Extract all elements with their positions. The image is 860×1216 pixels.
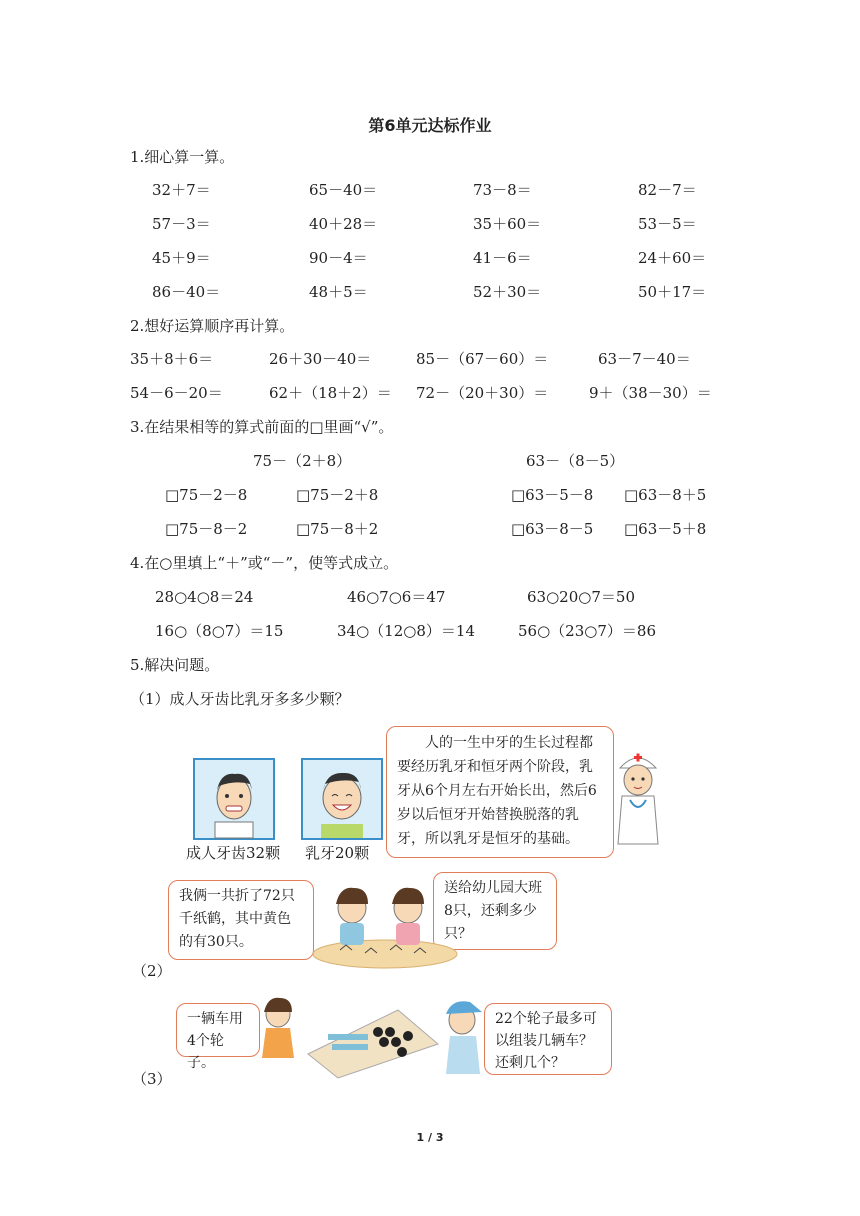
q4-item: 28○4○8＝24 bbox=[155, 588, 254, 606]
q3-option[interactable]: □75－8＋2 bbox=[296, 520, 379, 538]
q1-item: 57－3＝ bbox=[152, 215, 211, 233]
q4-item: 56○（23○7）＝86 bbox=[518, 622, 656, 640]
q1-item: 48＋5＝ bbox=[309, 283, 368, 301]
q1-item: 65－40＝ bbox=[309, 181, 378, 199]
girls-folding-cranes-icon bbox=[310, 878, 460, 968]
child-portrait bbox=[301, 758, 383, 840]
q3-option[interactable]: □75－8－2 bbox=[165, 520, 248, 538]
smiling-child-icon bbox=[303, 760, 381, 838]
q1-item: 82－7＝ bbox=[638, 181, 697, 199]
q2-heading: 2.想好运算顺序再计算。 bbox=[130, 317, 295, 335]
q4-item: 63○20○7＝50 bbox=[527, 588, 635, 606]
q2-item: 9＋（38－30）＝ bbox=[589, 384, 712, 402]
q3-option[interactable]: □63－5－8 bbox=[511, 486, 594, 504]
q3-option[interactable]: □63－8－5 bbox=[511, 520, 594, 538]
adult-portrait bbox=[193, 758, 275, 840]
q5-p3-label: （3） bbox=[132, 1070, 172, 1088]
q2-item: 62＋（18＋2）＝ bbox=[269, 384, 392, 402]
q1-item: 90－4＝ bbox=[309, 249, 368, 267]
page-title: 第6单元达标作业 bbox=[368, 116, 492, 135]
q1-heading: 1.细心算一算。 bbox=[130, 148, 235, 166]
page-number: 1 / 3 bbox=[416, 1131, 444, 1144]
q1-item: 45＋9＝ bbox=[152, 249, 211, 267]
q5-heading: 5.解决问题。 bbox=[130, 656, 220, 674]
caption-adult-teeth: 成人牙齿32颗 bbox=[186, 844, 281, 862]
q3-option[interactable]: □75－2－8 bbox=[165, 486, 248, 504]
q2-item: 35＋8＋6＝ bbox=[130, 350, 214, 368]
question-bubble-wheels: 22个轮子最多可以组装几辆车？还剩几个？ bbox=[484, 1003, 612, 1075]
q1-item: 24＋60＝ bbox=[638, 249, 707, 267]
q3-option[interactable]: □63－8＋5 bbox=[624, 486, 707, 504]
q2-item: 54－6－20＝ bbox=[130, 384, 223, 402]
q5-p2-label: （2） bbox=[132, 962, 172, 980]
q3-option[interactable]: □63－5＋8 bbox=[624, 520, 707, 538]
q1-item: 41－6＝ bbox=[473, 249, 532, 267]
q4-heading: 4.在○里填上“＋”或“－”，使等式成立。 bbox=[130, 554, 399, 572]
q2-item: 26＋30－40＝ bbox=[269, 350, 372, 368]
q3-expr-right: 63－（8－5） bbox=[526, 452, 625, 470]
q4-item: 34○（12○8）＝14 bbox=[337, 622, 475, 640]
question-bubble-cranes: 送给幼儿园大班8只，还剩多少只？ bbox=[433, 872, 557, 950]
q3-heading: 3.在结果相等的算式前面的□里画“√”。 bbox=[130, 418, 394, 436]
q3-expr-left: 75－（2＋8） bbox=[253, 452, 352, 470]
doctor-icon bbox=[612, 748, 664, 848]
q1-item: 86－40＝ bbox=[152, 283, 221, 301]
q1-item: 40＋28＝ bbox=[309, 215, 378, 233]
wheels-per-car-bubble: 一辆车用4个轮子。 bbox=[176, 1003, 260, 1057]
q2-item: 72－（20＋30）＝ bbox=[416, 384, 549, 402]
q2-item: 63－7－40＝ bbox=[598, 350, 691, 368]
q1-item: 53－5＝ bbox=[638, 215, 697, 233]
q4-item: 46○7○6＝47 bbox=[347, 588, 446, 606]
q1-item: 52＋30＝ bbox=[473, 283, 542, 301]
paper-cranes-bubble: 我俩一共折了72只千纸鹤，其中黄色的有30只。 bbox=[168, 880, 314, 960]
q4-item: 16○（8○7）＝15 bbox=[155, 622, 284, 640]
q1-item: 35＋60＝ bbox=[473, 215, 542, 233]
adult-boy-icon bbox=[195, 760, 273, 838]
q3-option[interactable]: □75－2＋8 bbox=[296, 486, 379, 504]
kids-with-wheels-icon bbox=[258, 994, 486, 1084]
caption-baby-teeth: 乳牙20颗 bbox=[305, 844, 370, 862]
q2-item: 85－（67－60）＝ bbox=[416, 350, 549, 368]
q5-p1-label: （1）成人牙齿比乳牙多多少颗？ bbox=[130, 690, 350, 708]
q1-item: 32＋7＝ bbox=[152, 181, 211, 199]
q1-item: 50＋17＝ bbox=[638, 283, 707, 301]
teeth-info-bubble: 人的一生中牙的生长过程都要经历乳牙和恒牙两个阶段，乳牙从6个月左右开始长出，然后6岁以后恒牙开始替换脱落的乳牙，所以乳牙是恒牙的基础。 bbox=[386, 726, 614, 858]
q1-item: 73－8＝ bbox=[473, 181, 532, 199]
